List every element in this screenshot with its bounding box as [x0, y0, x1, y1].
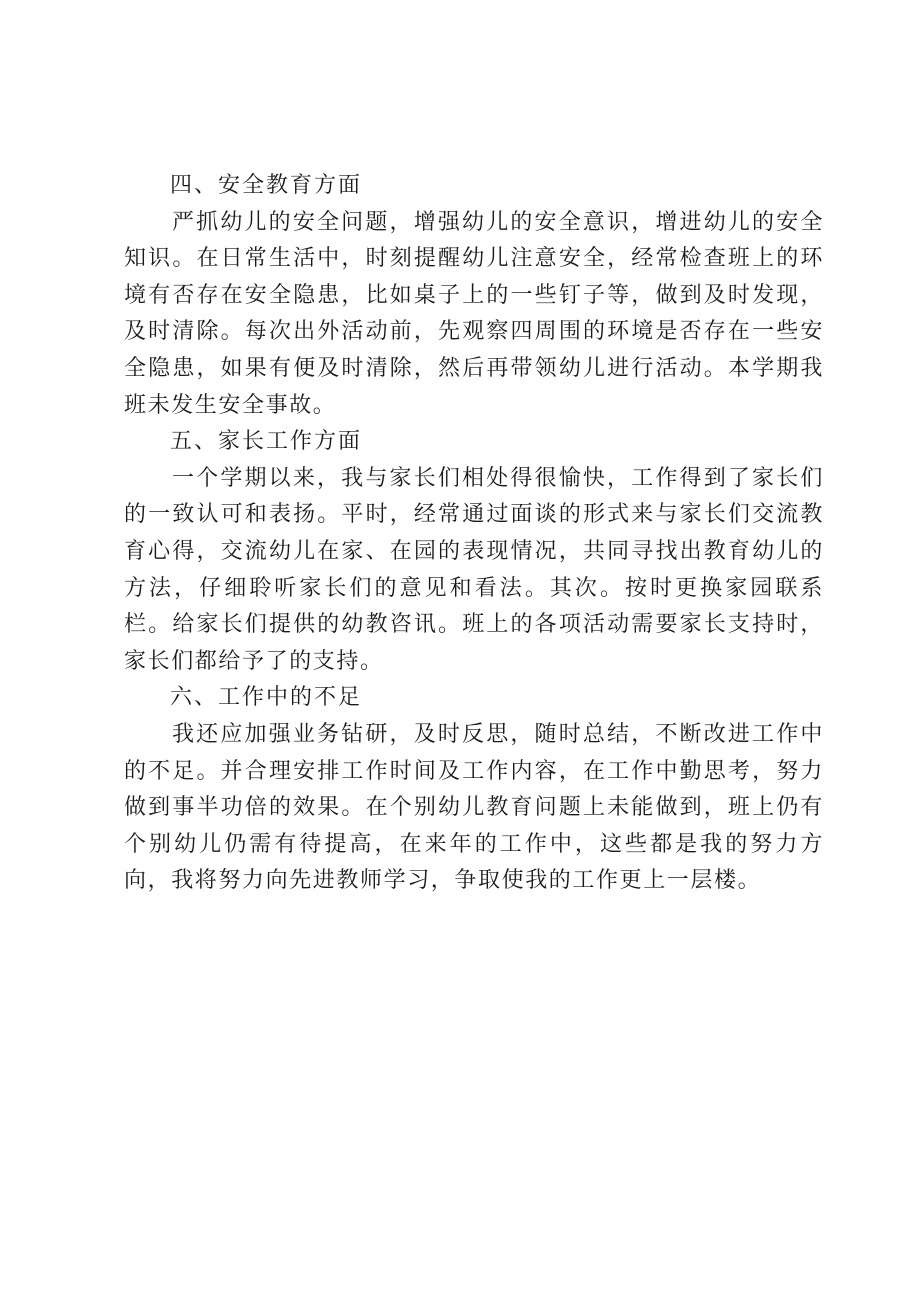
section-heading-parents: 五、家长工作方面 — [170, 429, 363, 455]
section-heading-shortcomings: 六、工作中的不足 — [170, 685, 363, 711]
document-body — [124, 168, 824, 900]
section-paragraph-shortcomings: 我还应加强业务钻研，及时反思，随时总结，不断改进工作中的不足。并合理安排工作时间及工作内容，在工作中勤思考，努力做到事半功倍的效果。在个别幼儿教育问题上未能做到，班上仍有个别幼儿仍需有待提高，在来年的工作中，这些都是我的努力方向，我将努力向先进教师学习，争取使我的工作更上一层楼。 — [124, 721, 824, 894]
section-heading-safety: 四、安全教育方面 — [170, 173, 363, 198]
section-paragraph-safety: 严抓幼儿的安全问题，增强幼儿的安全意识，增进幼儿的安全知识。在日常生活中，时刻提醒幼儿注意安全，经常检查班上的环境有否存在安全隐患，比如桌子上的一些钉子等，做到及时发现，及时清除。每次出外活动前，先观察四周围的环境是否存在一些安全隐患，如果有便及时清除，然后再带领幼儿进行活动。本学期我班未发生安全事故。 — [124, 209, 824, 418]
section-paragraph-parents: 一个学期以来，我与家长们相处得很愉快，工作得到了家长们的一致认可和表扬。平时，经常通过面谈的形式来与家长们交流教育心得，交流幼儿在家、在园的表现情况，共同寻找出教育幼儿的方法，仔细聆听家长们的意见和看法。其次。按时更换家园联系栏。给家长们提供的幼教咨讯。班上的各项活动需要家长支持时，家长们都给予了的支持。 — [124, 465, 824, 674]
